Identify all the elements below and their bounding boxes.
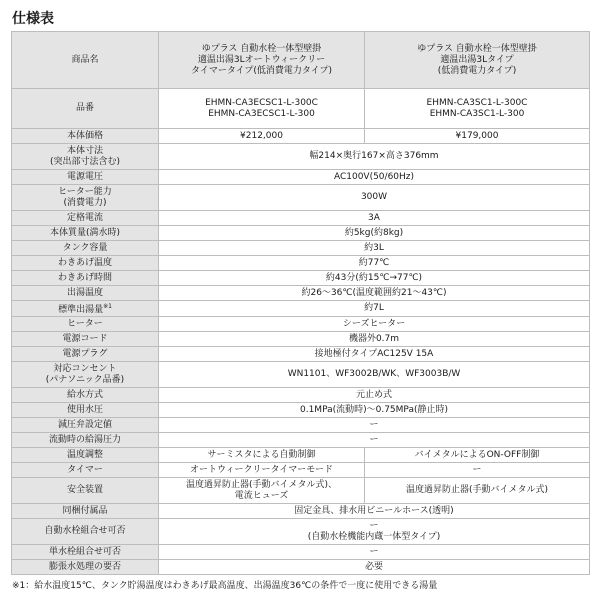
table-row: [12, 241, 590, 256]
table-row: [12, 478, 590, 504]
row-label: 標準出湯量: [58, 305, 104, 315]
page-title: 仕様表: [12, 11, 54, 27]
table-row: [12, 448, 590, 463]
row-label: タイマー: [12, 463, 159, 478]
cell-value: ー (自動水栓機能内蔵一体型タイプ): [159, 519, 590, 545]
row-label: 電源プラグ: [12, 347, 159, 362]
table-row: [12, 89, 590, 129]
cell-value: 幅214×奥行167×高さ376mm: [159, 144, 590, 170]
table-row: [12, 347, 590, 362]
row-label: タンク容量: [12, 241, 159, 256]
cell-product-a: EHMN-CA3ECSC1-L-300C EHMN-CA3ECSC1-L-300: [159, 89, 365, 129]
row-label: 品番: [12, 89, 159, 129]
row-label: 減圧弁設定値: [12, 418, 159, 433]
cell-product-b: 温度過昇防止器(手動バイメタル式): [365, 478, 590, 504]
row-label: 流動時の給湯圧力: [12, 433, 159, 448]
table-row: [12, 332, 590, 347]
cell-value: 約26〜36℃(温度範囲約21〜43℃): [159, 286, 590, 301]
table-row: [12, 301, 590, 317]
cell-value: 3A: [159, 211, 590, 226]
cell-value: 約3L: [159, 241, 590, 256]
cell-product-a: 温度過昇防止器(手動バイメタル式)、 電流ヒューズ: [159, 478, 365, 504]
cell-value: 300W: [159, 185, 590, 211]
row-label: ヒーター能力 (消費電力): [12, 185, 159, 211]
cell-value: シーズヒーター: [159, 317, 590, 332]
row-label: ヒーター: [12, 317, 159, 332]
row-label: わきあげ時間: [12, 271, 159, 286]
spec-table: [11, 31, 590, 575]
table-row: [12, 418, 590, 433]
row-label: 本体質量(満水時): [12, 226, 159, 241]
table-row: [12, 317, 590, 332]
table-row: [12, 129, 590, 144]
table-row: [12, 256, 590, 271]
cell-product-a: オートウィークリータイマーモード: [159, 463, 365, 478]
table-row: [12, 271, 590, 286]
cell-value: 必要: [159, 560, 590, 575]
row-label: 定格電流: [12, 211, 159, 226]
row-label: 使用水圧: [12, 403, 159, 418]
row-label: 温度調整: [12, 448, 159, 463]
cell-product-b: EHMN-CA3SC1-L-300C EHMN-CA3SC1-L-300: [365, 89, 590, 129]
cell-value: 約43分(約15℃→77℃): [159, 271, 590, 286]
row-label: 給水方式: [12, 388, 159, 403]
row-label: 単水栓組合せ可否: [12, 545, 159, 560]
cell-product-b: バイメタルによるON-OFF制御: [365, 448, 590, 463]
cell-product-b: ー: [365, 463, 590, 478]
table-row: [12, 463, 590, 478]
row-label-with-note: [12, 301, 159, 317]
header-label-cell: 商品名: [12, 32, 159, 89]
table-row: [12, 433, 590, 448]
row-label: 安全装置: [12, 478, 159, 504]
table-row: [12, 504, 590, 519]
table-row: [12, 211, 590, 226]
header-product-a: ゆプラス 自動水栓一体型壁掛 適温出湯3Lオートウィークリー タイマータイプ(低消費電力タイプ): [159, 32, 365, 89]
cell-product-b: ¥179,000: [365, 129, 590, 144]
table-row: [12, 185, 590, 211]
row-label: 電源電圧: [12, 170, 159, 185]
table-row: [12, 286, 590, 301]
cell-product-a: ¥212,000: [159, 129, 365, 144]
cell-value: 機器外0.7m: [159, 332, 590, 347]
row-label: 対応コンセント (パナソニック品番): [12, 362, 159, 388]
table-row: [12, 170, 590, 185]
cell-value: 約77℃: [159, 256, 590, 271]
cell-value: 固定金具、排水用ビニールホース(透明): [159, 504, 590, 519]
table-row: [12, 226, 590, 241]
table-row-header: [12, 32, 590, 89]
footnote-marker: ※1: [103, 303, 112, 310]
cell-product-a: サーミスタによる自動制御: [159, 448, 365, 463]
header-product-b: ゆプラス 自動水栓一体型壁掛 適温出湯3Lタイプ (低消費電力タイプ): [365, 32, 590, 89]
row-label: わきあげ温度: [12, 256, 159, 271]
table-row: [12, 388, 590, 403]
row-label: 膨張水処理の要否: [12, 560, 159, 575]
cell-value: WN1101、WF3002B/WK、WF3003B/W: [159, 362, 590, 388]
cell-value: 約5kg(約8kg): [159, 226, 590, 241]
cell-value: ー: [159, 433, 590, 448]
row-label: 出湯温度: [12, 286, 159, 301]
cell-value: AC100V(50/60Hz): [159, 170, 590, 185]
row-label: 本体寸法 (突出部寸法含む): [12, 144, 159, 170]
table-row: [12, 362, 590, 388]
row-label: 同梱付属品: [12, 504, 159, 519]
cell-value: 接地極付タイプAC125V 15A: [159, 347, 590, 362]
cell-value: 0.1MPa(流動時)〜0.75MPa(静止時): [159, 403, 590, 418]
row-label: 電源コード: [12, 332, 159, 347]
table-row: [12, 144, 590, 170]
cell-value: 約7L: [159, 301, 590, 317]
cell-value: 元止め式: [159, 388, 590, 403]
table-row: [12, 545, 590, 560]
cell-value: ー: [159, 545, 590, 560]
row-label: 自動水栓組合せ可否: [12, 519, 159, 545]
row-label: 本体価格: [12, 129, 159, 144]
cell-value: ー: [159, 418, 590, 433]
footnote: ※1：給水温度15℃、タンク貯湯温度はわきあげ最高温度、出湯温度36℃の条件で一度に使用できる湯量: [12, 581, 438, 591]
table-row: [12, 519, 590, 545]
table-row: [12, 403, 590, 418]
table-row: [12, 560, 590, 575]
